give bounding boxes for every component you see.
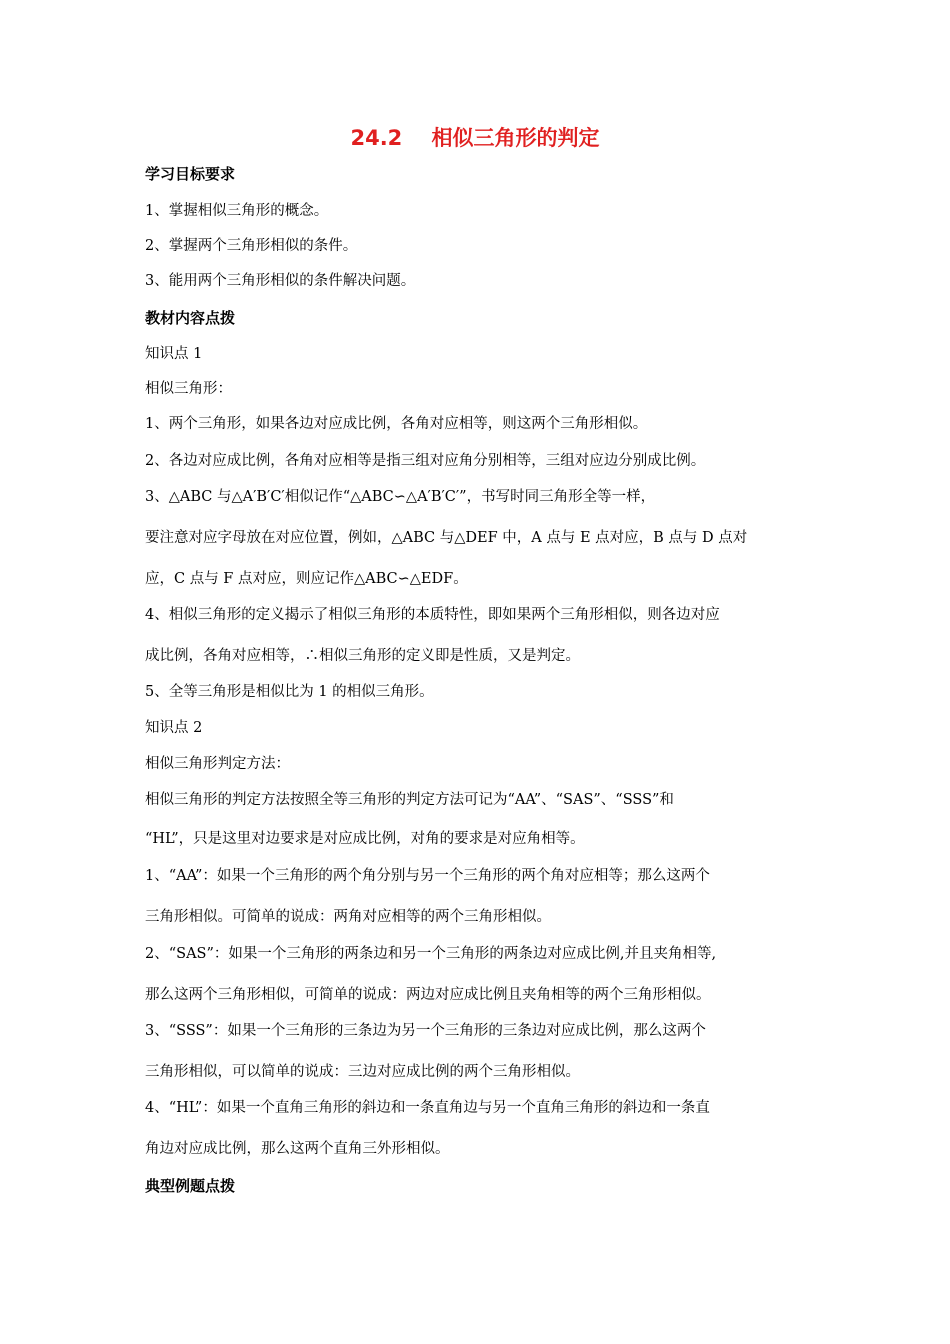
text-line: 2、各边对应成比例，各角对应相等是指三组对应角分别相等，三组对应边分别成比例。 — [145, 453, 706, 469]
text-line: 4、“HL”：如果一个直角三角形的斜边和一条直角边与另一个直角三角形的斜边和一条直 — [145, 1100, 710, 1116]
section-heading-objectives: 学习目标要求 — [145, 165, 236, 183]
page-title: 24.2 相似三角形的判定 — [350, 126, 600, 150]
text-line: 应，C 点与 F 点对应，则应记作△ABC∽△EDF。 — [145, 571, 468, 587]
text-line: 2、掌握两个三角形相似的条件。 — [145, 238, 358, 254]
text-line: 那么这两个三角形相似，可简单的说成：两边对应成比例且夹角相等的两个三角形相似。 — [145, 987, 711, 1003]
text-line: 相似三角形的判定方法按照全等三角形的判定方法可记为“AA”、“SAS”、“SSS”和 — [145, 792, 674, 808]
text-line: 成比例，各角对应相等，∴相似三角形的定义即是性质，又是判定。 — [145, 648, 580, 664]
section-heading-examples: 典型例题点拨 — [145, 1177, 236, 1195]
text-line: 相似三角形： — [145, 381, 232, 397]
text-line: 要注意对应字母放在对应位置，例如，△ABC 与△DEF 中，A 点与 E 点对应，B 点与 D 点对 — [145, 530, 748, 546]
text-line: 4、相似三角形的定义揭示了相似三角形的本质特性，即如果两个三角形相似，则各边对应 — [145, 607, 720, 623]
text-line: 三角形相似，可以简单的说成：三边对应成比例的两个三角形相似。 — [145, 1064, 580, 1080]
text-line: 1、两个三角形，如果各边对应成比例，各角对应相等，则这两个三角形相似。 — [145, 416, 648, 432]
text-line: 相似三角形判定方法： — [145, 756, 290, 772]
text-line: 2、“SAS”：如果一个三角形的两条边和另一个三角形的两条边对应成比例,并且夹角相等, — [145, 946, 717, 962]
text-line: 1、掌握相似三角形的概念。 — [145, 203, 329, 219]
text-line: 3、“SSS”：如果一个三角形的三条边为另一个三角形的三条边对应成比例，那么这两个 — [145, 1023, 706, 1039]
text-line: 角边对应成比例，那么这两个直角三外形相似。 — [145, 1141, 450, 1157]
section-heading-content: 教材内容点拨 — [145, 309, 236, 327]
text-line: 3、能用两个三角形相似的条件解决问题。 — [145, 273, 416, 289]
text-line: 3、△ABC 与△A′B′C′相似记作“△ABC∽△A′B′C′”，书写时同三角形全等一样， — [145, 489, 656, 505]
text-line: 知识点 1 — [145, 346, 203, 362]
text-line: “HL”，只是这里对边要求是对应成比例，对角的要求是对应角相等。 — [145, 831, 585, 847]
text-line: 三角形相似。可简单的说成：两角对应相等的两个三角形相似。 — [145, 909, 551, 925]
text-line: 1、“AA”：如果一个三角形的两个角分别与另一个三角形的两个角对应相等；那么这两个 — [145, 868, 710, 884]
text-line: 5、全等三角形是相似比为 1 的相似三角形。 — [145, 684, 434, 700]
text-line: 知识点 2 — [145, 720, 203, 736]
